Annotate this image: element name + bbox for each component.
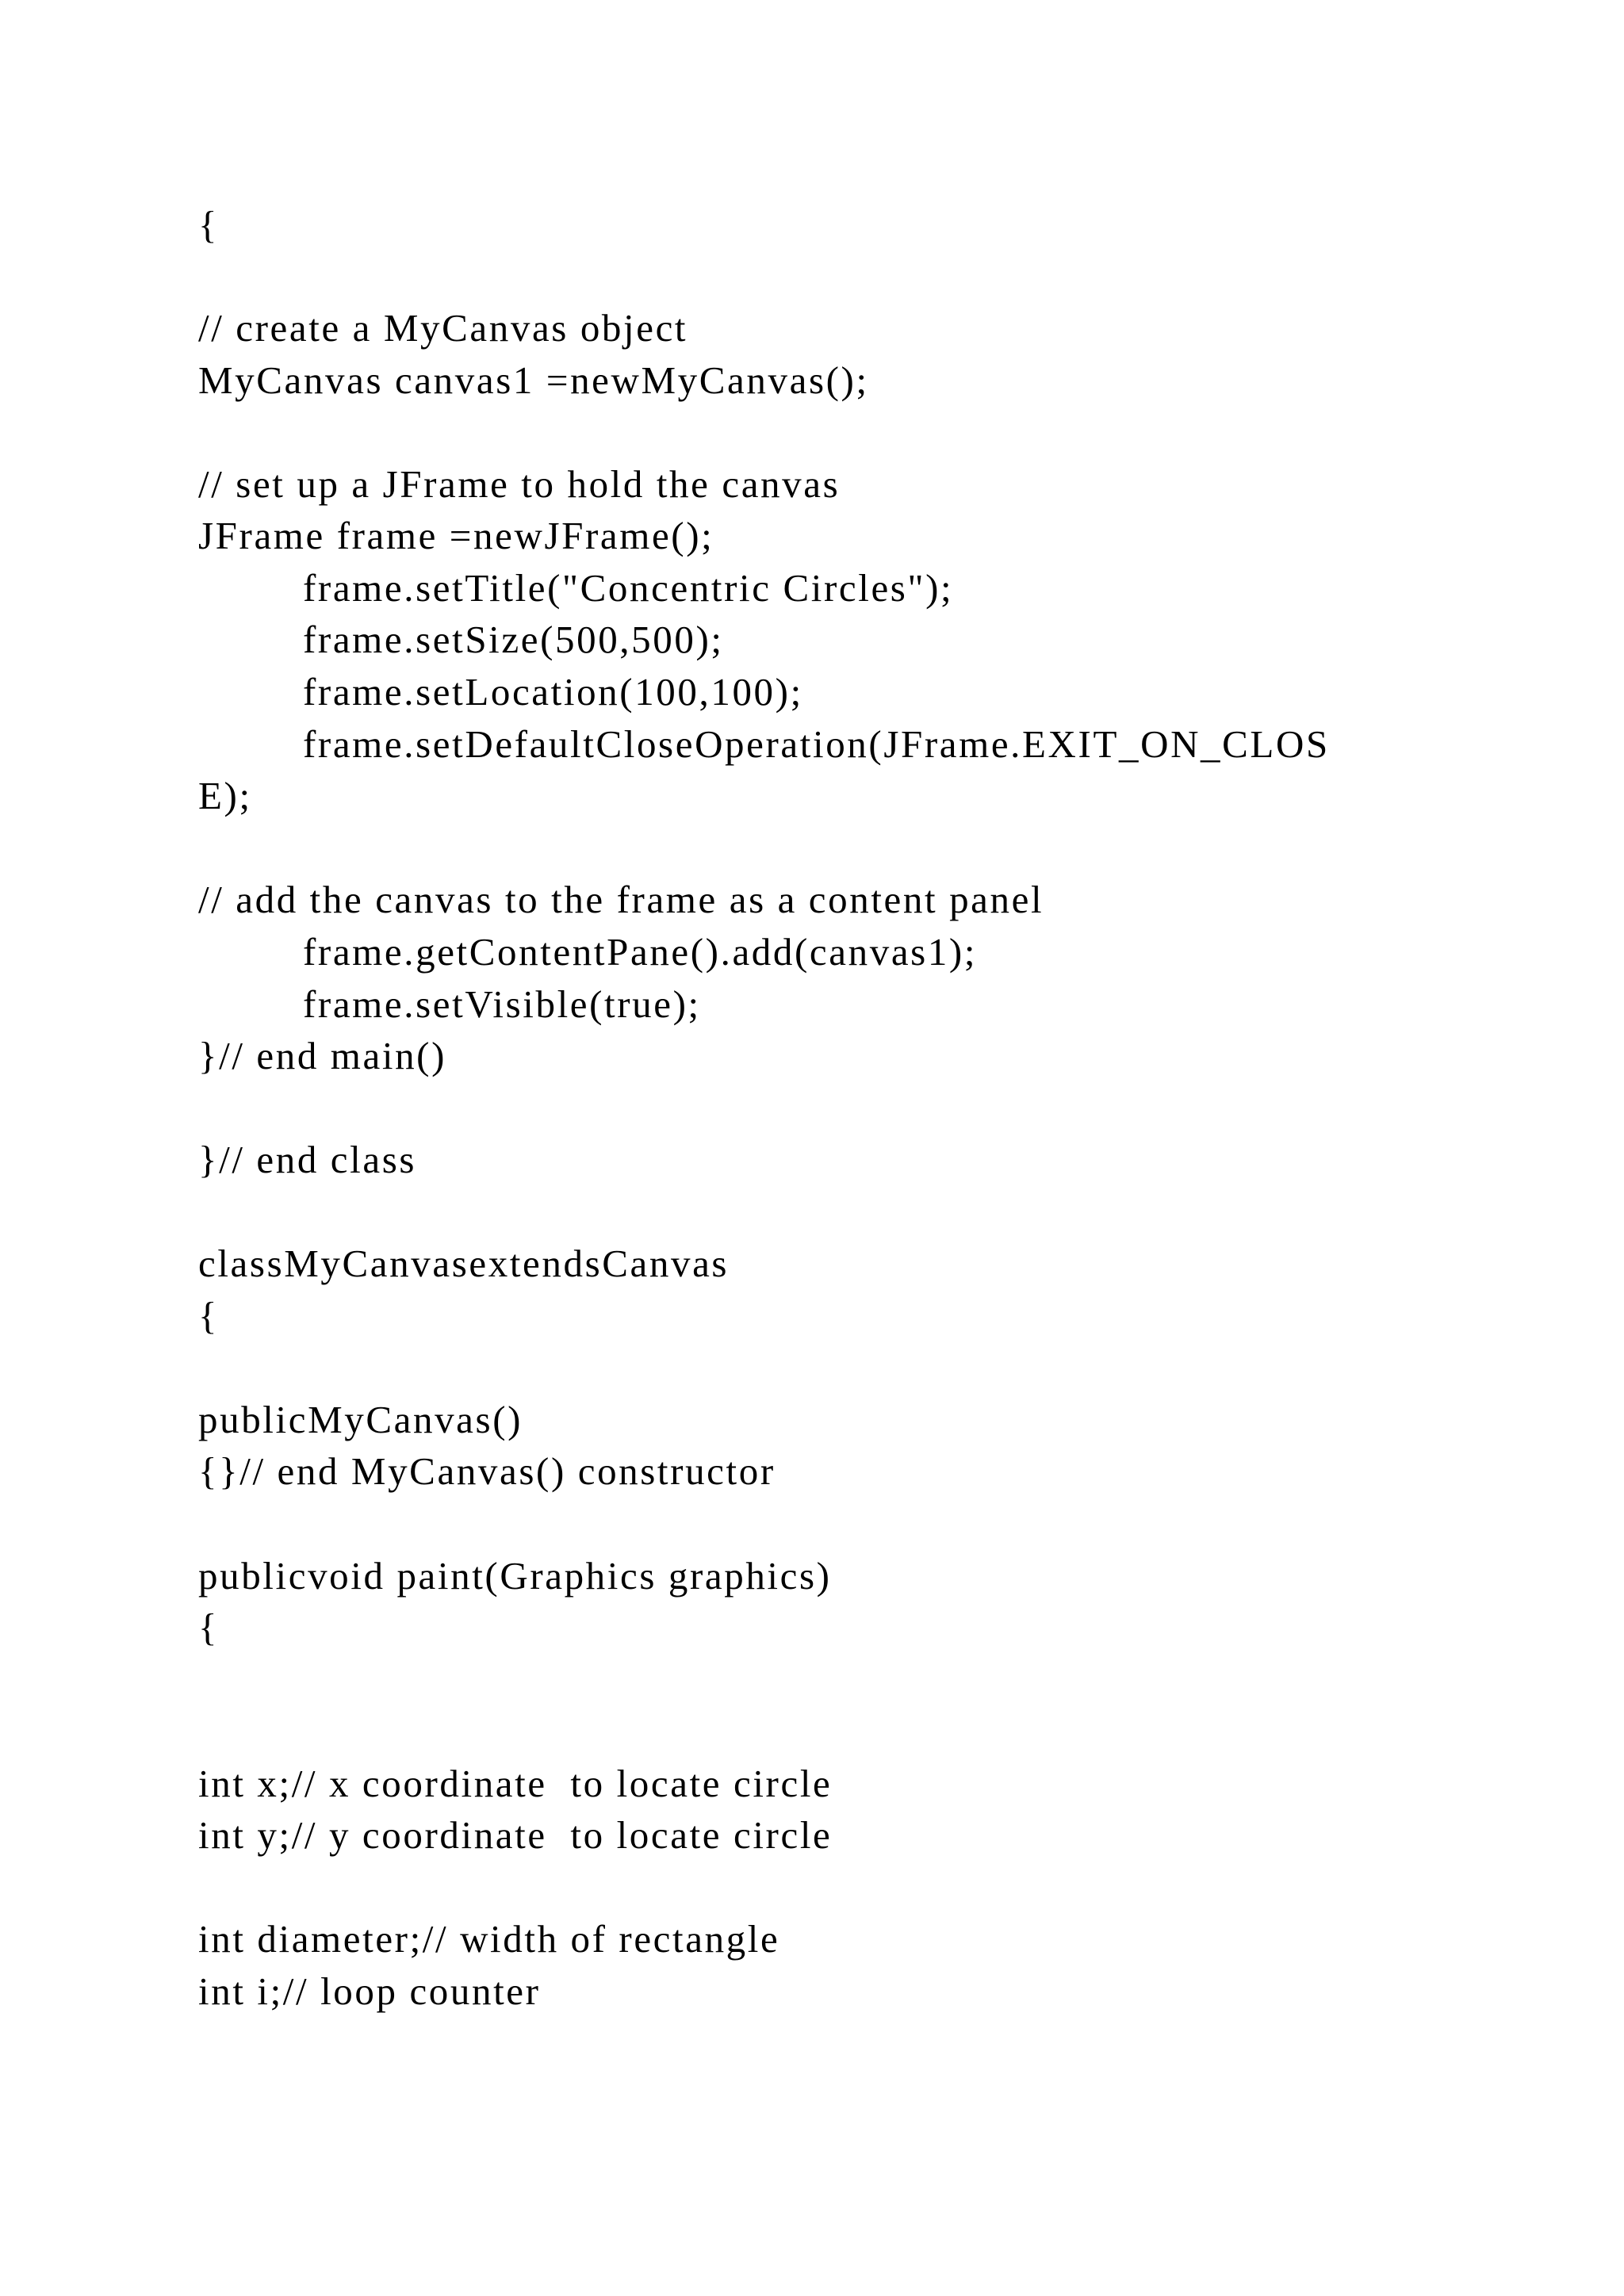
code-line-add-canvas: frame.getContentPane().add(canvas1);	[303, 930, 978, 974]
code-line-close-operation-wrap: E);	[198, 774, 252, 817]
code-line-int-diameter: int diameter;// width of rectangle	[198, 1917, 780, 1961]
code-line-comment-add-canvas: // add the canvas to the frame as a content panel	[198, 878, 1044, 921]
code-line-canvas-declaration: MyCanvas canvas1 =newMyCanvas();	[198, 358, 869, 402]
code-line-int-x: int x;// x coordinate to locate circle	[198, 1762, 833, 1805]
code-line-end-main: }// end main()	[198, 1034, 447, 1077]
code-line-comment-setup-frame: // set up a JFrame to hold the canvas	[198, 462, 841, 506]
code-line-class-open-brace: {	[198, 1294, 220, 1337]
code-line-class-declaration: classMyCanvasextendsCanvas	[198, 1242, 730, 1285]
code-line-set-size: frame.setSize(500,500);	[303, 618, 724, 661]
code-line-comment-create: // create a MyCanvas object	[198, 306, 688, 350]
code-line-set-title: frame.setTitle("Concentric Circles");	[303, 566, 954, 610]
code-line-set-visible: frame.setVisible(true);	[303, 982, 701, 1026]
code-line-int-i: int i;// loop counter	[198, 1969, 541, 2013]
code-line-frame-declaration: JFrame frame =newJFrame();	[198, 514, 714, 557]
code-line-set-location: frame.setLocation(100,100);	[303, 670, 803, 714]
code-line-end-class: }// end class	[198, 1138, 417, 1181]
code-line-constructor-end: {}// end MyCanvas() constructor	[198, 1449, 776, 1493]
code-line-constructor: publicMyCanvas()	[198, 1398, 523, 1441]
code-line-paint-method: publicvoid paint(Graphics graphics)	[198, 1554, 832, 1598]
code-line-int-y: int y;// y coordinate to locate circle	[198, 1813, 833, 1857]
code-line-set-close-operation: frame.setDefaultCloseOperation(JFrame.EXIT_ON_CLOS	[303, 722, 1330, 766]
code-line-paint-open-brace: {	[198, 1605, 220, 1649]
code-line-open-brace: {	[198, 203, 220, 247]
